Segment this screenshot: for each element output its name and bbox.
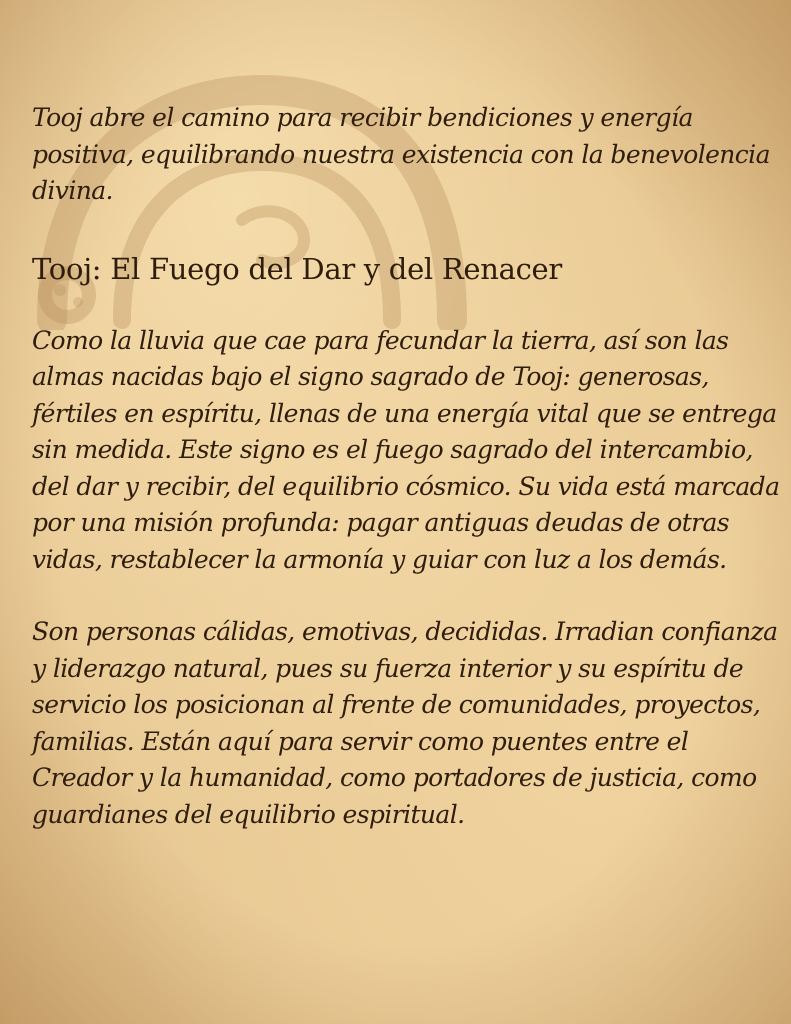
intro-paragraph: Tooj abre el camino para recibir bendiciones y energía positiva, equilibrando nuestra existencia con la benevolencia divina. (32, 103, 770, 205)
body-paragraph-1: Como la lluvia que cae para fecundar la tierra, así son las almas nacidas bajo el signo sagrado de Tooj: generosas, fértiles en espíritu, llenas de una energía vital que se entrega sin medida. Este signo es el fuego sagrado del intercambio, del dar y recibir, del equilibrio cósmico. Su vida está marcada por una misión profunda: pagar antiguas deudas de otras vidas, restablecer la armonía y guiar con luz a los demás. (32, 325, 780, 574)
section-title: Tooj: El Fuego del Dar y del Renacer (32, 251, 562, 286)
document-body (32, 100, 784, 833)
body-paragraph-2: Son personas cálidas, emotivas, decididas. Irradian confianza y liderazgo natural, pues su fuerza interior y su espíritu de servicio los posicionan al frente de comunidades, proyectos, familias. Están aquí para servir como puentes entre el Creador y la humanidad, como portadores de justicia, como guardianes del equilibrio espiritual. (32, 617, 778, 829)
